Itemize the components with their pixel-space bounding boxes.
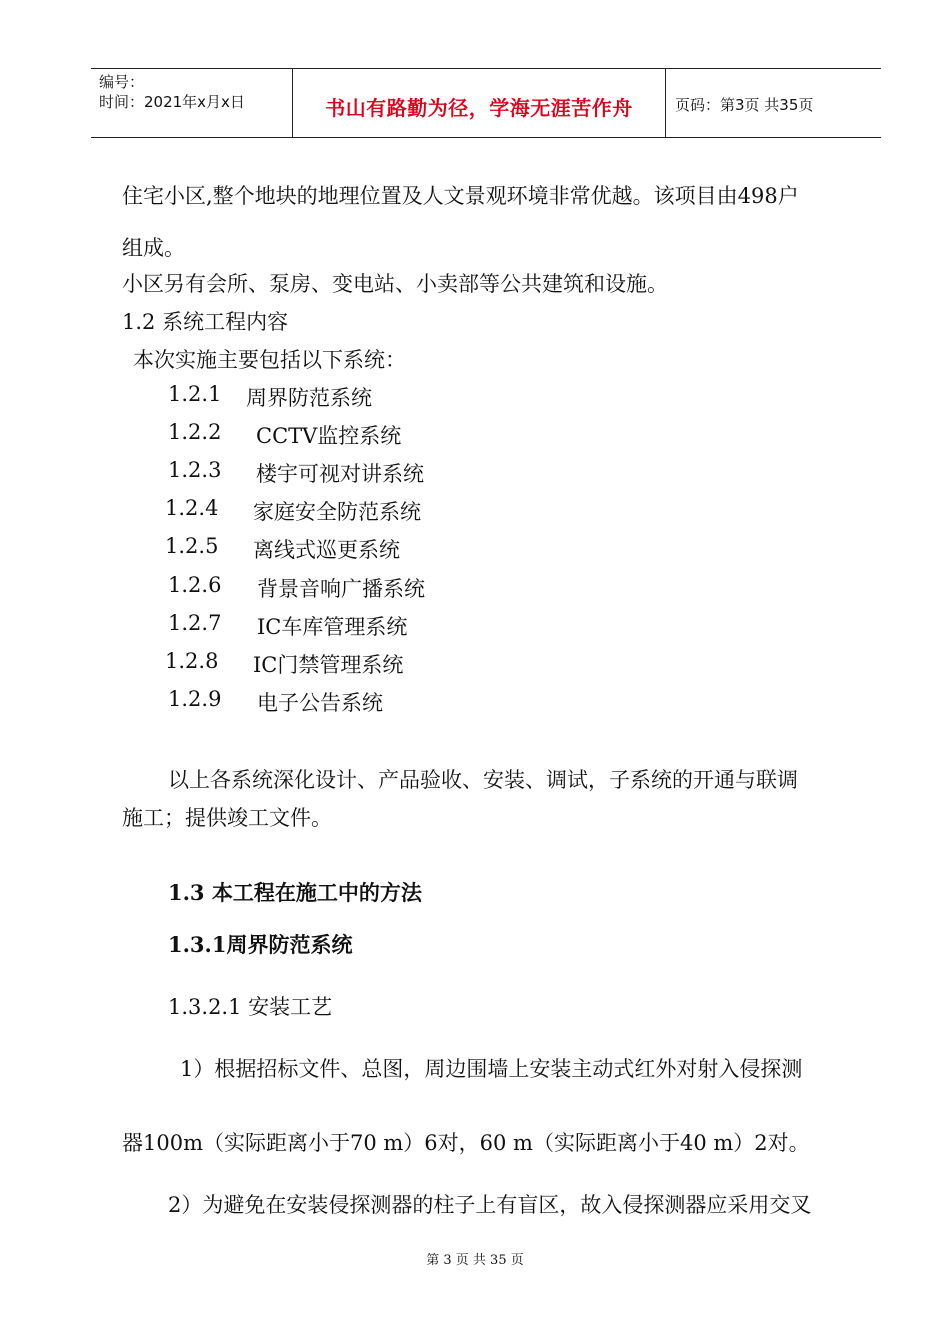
paragraph-line: 组成。 — [122, 236, 185, 260]
paragraph-line: 以上各系统深化设计、产品验收、安装、调试，子系统的开通与联调 — [168, 768, 798, 792]
section-intro: 本次实施主要包括以下系统： — [133, 348, 406, 372]
list-item-label: IC车库管理系统 — [257, 615, 408, 639]
list-item-number: 1.2.8 — [165, 649, 219, 673]
list-item-label: 楼宇可视对讲系统 — [256, 462, 424, 486]
list-item-number: 1.2.5 — [165, 534, 219, 558]
section-heading-1-2: 1.2 系统工程内容 — [122, 310, 289, 334]
list-item-number: 1.2.7 — [168, 611, 222, 635]
list-item-number: 1.2.9 — [168, 687, 222, 711]
list-item-number: 1.2.1 — [168, 382, 222, 406]
paragraph-line: 器100m（实际距离小于70 m）6对，60 m（实际距离小于40 m）2对。 — [122, 1131, 810, 1155]
paragraph-line: 住宅小区,整个地块的地理位置及人文景观环境非常优越。该项目由498户 — [122, 184, 799, 208]
paragraph-line: 1）根据招标文件、总图，周边围墙上安装主动式红外对射入侵探测 — [180, 1057, 803, 1081]
list-item-number: 1.2.6 — [168, 573, 222, 597]
list-item-number: 1.2.2 — [168, 420, 222, 444]
paragraph-line: 施工；提供竣工文件。 — [122, 806, 332, 830]
paragraph-line: 小区另有会所、泵房、变电站、小卖部等公共建筑和设施。 — [122, 272, 668, 296]
header-motto: 书山有路勤为径，学海无涯苦作舟 — [325, 96, 633, 120]
list-item-label: 电子公告系统 — [257, 691, 383, 715]
section-heading-1-3-1: 1.3.1周界防范系统 — [168, 932, 353, 957]
doc-time-label: 时间：2021年x月x日 — [99, 93, 245, 111]
list-item-label: 离线式巡更系统 — [253, 538, 400, 562]
list-item-label: IC门禁管理系统 — [253, 653, 404, 677]
list-item-label: 家庭安全防范系统 — [253, 500, 421, 524]
header-meta — [99, 72, 289, 112]
header-page-number: 页码：第3页 共35页 — [675, 96, 814, 114]
list-item-number: 1.2.4 — [165, 496, 219, 520]
paragraph-line: 2）为避免在安装侵探测器的柱子上有盲区，故入侵探测器应采用交叉 — [168, 1193, 812, 1217]
list-item-number: 1.2.3 — [168, 458, 222, 482]
list-item-label: 周界防范系统 — [246, 386, 372, 410]
header-divider — [665, 69, 666, 137]
list-item-label: CCTV监控系统 — [256, 424, 402, 448]
section-heading-1-3: 1.3 本工程在施工中的方法 — [168, 880, 422, 905]
doc-id-label: 编号： — [99, 73, 145, 91]
page-header — [91, 68, 881, 138]
page-footer: 第 3 页 共 35 页 — [426, 1253, 524, 1268]
section-heading-1-3-2-1: 1.3.2.1 安装工艺 — [168, 995, 333, 1019]
list-item-label: 背景音响广播系统 — [257, 577, 425, 601]
